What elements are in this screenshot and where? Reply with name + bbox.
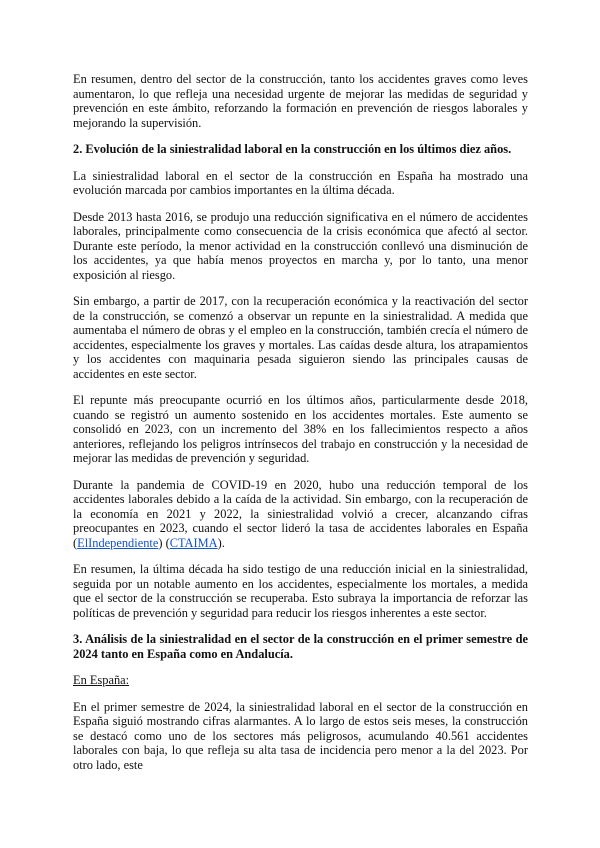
section-2-heading: 2. Evolución de la siniestralidad laboral en la construcción en los últimos diez años. bbox=[73, 142, 512, 156]
spain-subheading: En España: bbox=[73, 673, 130, 687]
recovery-2017-paragraph: Sin embargo, a partir de 2017, con la recuperación económica y la reactivación del sector de la construcción, se comenzó a observar un repunte en la siniestralidad. A medida que aumentaba el número de obras y el empleo en la construcción, también crecía el número de accidentes, especialmente los graves y mortales. Las caídas desde altura, los atrapamientos y los accidentes con maquinaria pesada siguieron siendo las principales causas de accidentes en este sector. bbox=[73, 294, 528, 381]
period-2013-2016-paragraph: Desde 2013 hasta 2016, se produjo una reducción significativa en el número de accidentes laborales, principalmente como consecuencia de la crisis económica que afectó al sector. Durante este período, la menor actividad en la construcción conllevó una disminución de los accidentes, ya que había menos proyectos en marcha y, por lo tanto, una menor exposición al riesgo. bbox=[73, 209, 528, 282]
recent-increase-paragraph: El repunte más preocupante ocurrió en los últimos años, particularmente desde 2018, cuando se registró un aumento sostenido en los accidentes mortales. Este aumento se consolidó en 2023, con un incremento del 38% en los fallecimientos respecto a años anteriores, reflejando los peligros intrínsecos del trabajo en construcción y la necesidad de mejorar las medidas de prevención y seguridad. bbox=[73, 393, 528, 465]
covid-paragraph bbox=[73, 478, 528, 551]
elindependiente-link[interactable]: ElIndependiente bbox=[77, 535, 159, 550]
covid-paragraph-end: ). bbox=[217, 535, 225, 550]
intro-paragraph: La siniestralidad laboral en el sector de la construcción en España ha mostrado una evolución marcada por cambios importantes en la última década. bbox=[73, 168, 528, 197]
decade-summary-paragraph: En resumen, la última década ha sido testigo de una reducción inicial en la siniestralidad, seguida por un notable aumento en los accidentes, especialmente los mortales, a medida que el sector de la construcción se recuperaba. Esto subraya la importancia de reforzar las políticas de prevención y seguridad para reducir los riesgos inherentes a este sector. bbox=[73, 562, 528, 620]
summary-paragraph: En resumen, dentro del sector de la construcción, tanto los accidentes graves como leves aumentaron, lo que refleja una necesidad urgente de mejorar las medidas de seguridad y prevención en este ámbito, reforzando la formación en prevención de riesgos laborales y mejorando la supervisión. bbox=[73, 72, 528, 130]
covid-paragraph-text: Durante la pandemia de COVID-19 en 2020, hubo una reducción temporal de los accidentes laborales debido a la caída de la actividad. Sin embargo, con la recuperación de la economía en 2021 y 2022, la siniestralidad volvió a crecer, alcanzando cifras preocupantes en 2023, cuando el sector lideró la tasa de accidentes laborales en España ( bbox=[73, 477, 528, 550]
covid-paragraph-mid: ) ( bbox=[158, 535, 170, 550]
first-semester-paragraph: En el primer semestre de 2024, la siniestralidad laboral en el sector de la construcción en España siguió mostrando cifras alarmantes. A lo largo de estos seis meses, la construcción se destacó como uno de los sectores más peligrosos, acumulando 40.561 accidentes laborales con baja, lo que refleja su alta tasa de incidencia pero menor a la del 2023. Por otro lado, este bbox=[73, 699, 528, 772]
section-3-heading: 3. Análisis de la siniestralidad en el sector de la construcción en el primer semestre de 2024 tanto en España como en Andalucía. bbox=[73, 632, 528, 661]
ctaima-link[interactable]: CTAIMA bbox=[169, 535, 218, 550]
